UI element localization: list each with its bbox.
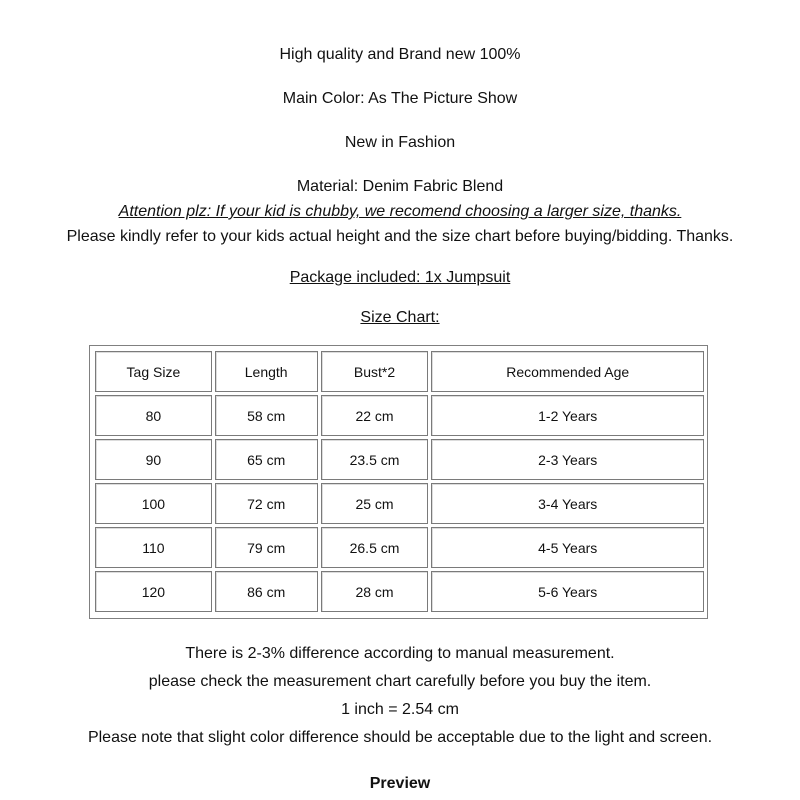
table-row <box>95 395 704 436</box>
size-chart-table <box>92 348 707 615</box>
table-row <box>95 527 704 568</box>
cell-bust: 25 cm <box>321 483 429 524</box>
attention-line: Attention plz: If your kid is chubby, we recomend choosing a larger size, thanks. <box>118 203 682 220</box>
cell-tag-size: 100 <box>95 483 212 524</box>
cell-bust: 23.5 cm <box>321 439 429 480</box>
preview-heading: Preview <box>369 775 431 792</box>
size-chart-frame <box>89 345 708 619</box>
header-recommended-age: Recommended Age <box>431 351 704 392</box>
header-tag-size: Tag Size <box>95 351 212 392</box>
cell-length: 65 cm <box>215 439 318 480</box>
cell-age: 4-5 Years <box>431 527 704 568</box>
header-bust: Bust*2 <box>321 351 429 392</box>
cell-age: 3-4 Years <box>431 483 704 524</box>
cell-length: 72 cm <box>215 483 318 524</box>
difference-line: There is 2-3% difference according to manual measurement. <box>185 645 615 662</box>
table-row <box>95 439 704 480</box>
package-line: Package included: 1x Jumpsuit <box>289 269 511 286</box>
cell-tag-size: 120 <box>95 571 212 612</box>
cell-length: 58 cm <box>215 395 318 436</box>
cell-tag-size: 90 <box>95 439 212 480</box>
inch-conversion-line: 1 inch = 2.54 cm <box>341 701 459 718</box>
cell-length: 86 cm <box>215 571 318 612</box>
cell-tag-size: 80 <box>95 395 212 436</box>
check-line: please check the measurement chart carefully before you buy the item. <box>148 673 652 690</box>
cell-age: 5-6 Years <box>431 571 704 612</box>
cell-age: 2-3 Years <box>431 439 704 480</box>
cell-age: 1-2 Years <box>431 395 704 436</box>
size-chart-title: Size Chart: <box>360 309 440 326</box>
fashion-line: New in Fashion <box>344 134 456 151</box>
table-row <box>95 483 704 524</box>
cell-length: 79 cm <box>215 527 318 568</box>
refer-line: Please kindly refer to your kids actual height and the size chart before buying/bidding. Thanks. <box>66 228 734 245</box>
cell-bust: 26.5 cm <box>321 527 429 568</box>
table-row <box>95 571 704 612</box>
main-color-line: Main Color: As The Picture Show <box>282 90 518 107</box>
cell-bust: 28 cm <box>321 571 429 612</box>
table-header-row <box>95 351 704 392</box>
color-note-line: Please note that slight color difference should be acceptable due to the light and screen. <box>87 729 713 746</box>
cell-bust: 22 cm <box>321 395 429 436</box>
material-line: Material: Denim Fabric Blend <box>296 178 504 195</box>
header-length: Length <box>215 351 318 392</box>
quality-line: High quality and Brand new 100% <box>279 46 521 63</box>
cell-tag-size: 110 <box>95 527 212 568</box>
